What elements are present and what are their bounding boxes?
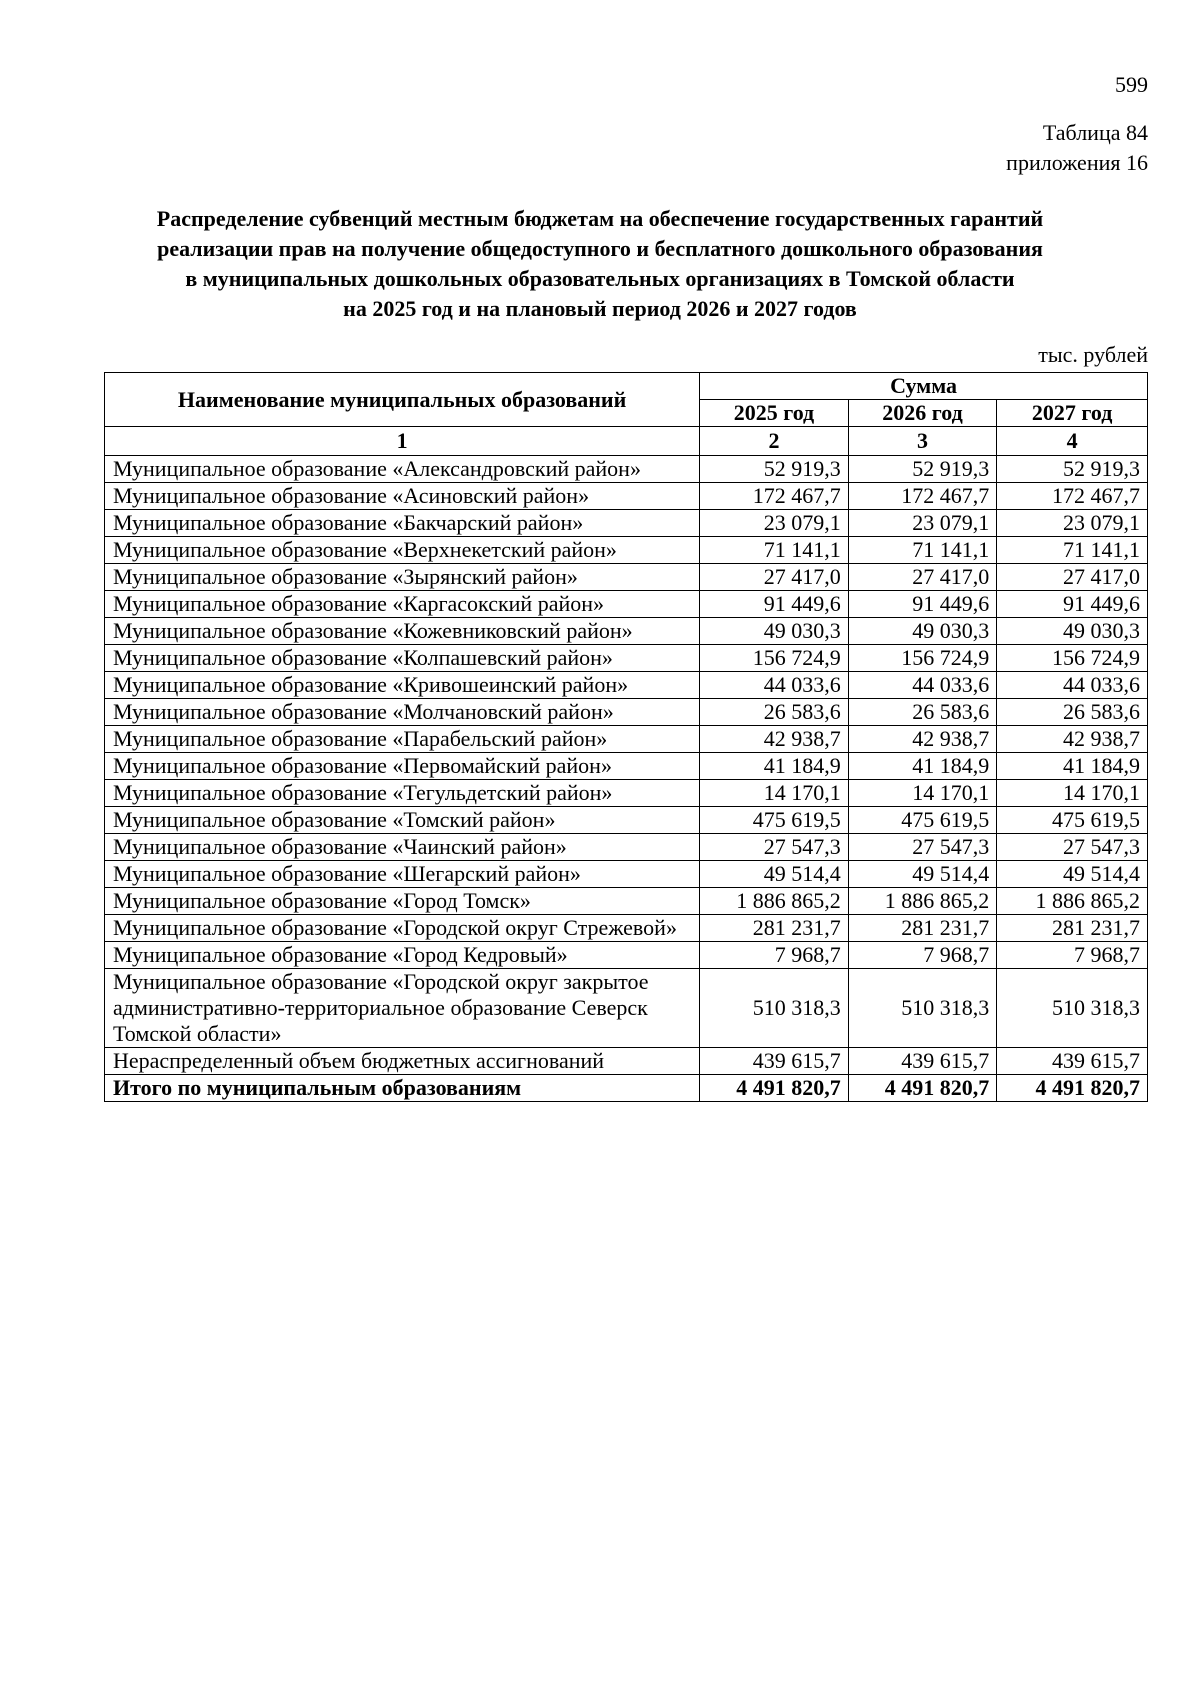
amount-2025: 49 514,4 xyxy=(700,861,849,888)
table-row xyxy=(105,861,1148,888)
table-row xyxy=(105,942,1148,969)
amount-2025: 439 615,7 xyxy=(700,1048,849,1075)
table-row xyxy=(105,591,1148,618)
title-line: на 2025 год и на плановый период 2026 и 2027 годов xyxy=(343,296,857,321)
municipality-name: Муниципальное образование «Городской округ закрытое административно-территориальное образование Северск Томской области» xyxy=(105,969,700,1048)
amount-2026: 14 170,1 xyxy=(848,780,997,807)
header-year: 2027 год xyxy=(997,400,1148,427)
municipality-name: Муниципальное образование «Александровский район» xyxy=(105,456,700,483)
table-row xyxy=(105,888,1148,915)
amount-2027: 91 449,6 xyxy=(997,591,1148,618)
amount-2026: 156 724,9 xyxy=(848,645,997,672)
amount-2027: 42 938,7 xyxy=(997,726,1148,753)
municipality-name: Муниципальное образование «Городской округ Стрежевой» xyxy=(105,915,700,942)
amount-2025: 49 030,3 xyxy=(700,618,849,645)
amount-2027: 156 724,9 xyxy=(997,645,1148,672)
amount-2025: 281 231,7 xyxy=(700,915,849,942)
amount-2027: 14 170,1 xyxy=(997,780,1148,807)
table-row xyxy=(105,645,1148,672)
amount-2027: 49 514,4 xyxy=(997,861,1148,888)
units-label: тыс. рублей xyxy=(1038,342,1148,367)
amount-2025: 510 318,3 xyxy=(700,969,849,1048)
amount-2025: 156 724,9 xyxy=(700,645,849,672)
table-row xyxy=(105,834,1148,861)
column-index: 2 xyxy=(700,427,849,456)
amount-2027: 510 318,3 xyxy=(997,969,1148,1048)
municipality-name: Муниципальное образование «Колпашевский район» xyxy=(105,645,700,672)
amount-2026: 1 886 865,2 xyxy=(848,888,997,915)
municipality-name: Муниципальное образование «Первомайский район» xyxy=(105,753,700,780)
table-row xyxy=(105,564,1148,591)
document-title xyxy=(100,204,1100,324)
municipality-name: Муниципальное образование «Тегульдетский район» xyxy=(105,780,700,807)
municipality-name: Муниципальное образование «Молчановский район» xyxy=(105,699,700,726)
amount-2027: 27 547,3 xyxy=(997,834,1148,861)
amount-2026: 42 938,7 xyxy=(848,726,997,753)
amount-2026: 71 141,1 xyxy=(848,537,997,564)
table-row xyxy=(105,915,1148,942)
table-header xyxy=(105,373,1148,456)
amount-2025: 27 417,0 xyxy=(700,564,849,591)
amount-2026: 510 318,3 xyxy=(848,969,997,1048)
amount-2026: 49 514,4 xyxy=(848,861,997,888)
amount-2026: 44 033,6 xyxy=(848,672,997,699)
amount-2026: 27 417,0 xyxy=(848,564,997,591)
amount-2026: 41 184,9 xyxy=(848,753,997,780)
municipality-name: Муниципальное образование «Город Кедровый» xyxy=(105,942,700,969)
amount-2027: 52 919,3 xyxy=(997,456,1148,483)
header-year: 2025 год xyxy=(700,400,849,427)
table-row xyxy=(105,753,1148,780)
municipality-name: Муниципальное образование «Асиновский район» xyxy=(105,483,700,510)
table-row xyxy=(105,672,1148,699)
table-row xyxy=(105,483,1148,510)
budget-table xyxy=(104,372,1148,1102)
table-row xyxy=(105,780,1148,807)
amount-2025: 475 619,5 xyxy=(700,807,849,834)
amount-2027: 281 231,7 xyxy=(997,915,1148,942)
amount-2025: 91 449,6 xyxy=(700,591,849,618)
column-index: 3 xyxy=(848,427,997,456)
table-row xyxy=(105,618,1148,645)
amount-2027: 7 968,7 xyxy=(997,942,1148,969)
amount-2025: 42 938,7 xyxy=(700,726,849,753)
amount-2025: 27 547,3 xyxy=(700,834,849,861)
total-label: Итого по муниципальным образованиям xyxy=(105,1075,700,1102)
column-index: 4 xyxy=(997,427,1148,456)
amount-2025: 1 886 865,2 xyxy=(700,888,849,915)
amount-2026: 4 491 820,7 xyxy=(848,1075,997,1102)
table-row xyxy=(105,537,1148,564)
title-line: в муниципальных дошкольных образовательных организациях в Томской области xyxy=(185,266,1015,291)
amount-2027: 1 886 865,2 xyxy=(997,888,1148,915)
table-row xyxy=(105,456,1148,483)
amount-2027: 439 615,7 xyxy=(997,1048,1148,1075)
amount-2025: 44 033,6 xyxy=(700,672,849,699)
amount-2026: 7 968,7 xyxy=(848,942,997,969)
table-row xyxy=(105,807,1148,834)
page-number: 599 xyxy=(1115,72,1148,97)
table-row xyxy=(105,969,1148,1048)
table-reference xyxy=(1006,118,1148,178)
appendix-number: приложения 16 xyxy=(1006,150,1148,175)
municipality-name: Муниципальное образование «Парабельский район» xyxy=(105,726,700,753)
municipality-name: Муниципальное образование «Верхнекетский район» xyxy=(105,537,700,564)
municipality-name: Муниципальное образование «Чаинский район» xyxy=(105,834,700,861)
municipality-name: Муниципальное образование «Зырянский район» xyxy=(105,564,700,591)
table-number: Таблица 84 xyxy=(1042,120,1148,145)
amount-2027: 23 079,1 xyxy=(997,510,1148,537)
amount-2025: 71 141,1 xyxy=(700,537,849,564)
municipality-name: Муниципальное образование «Каргасокский район» xyxy=(105,591,700,618)
amount-2026: 52 919,3 xyxy=(848,456,997,483)
amount-2026: 439 615,7 xyxy=(848,1048,997,1075)
table-body xyxy=(105,456,1148,1102)
amount-2027: 172 467,7 xyxy=(997,483,1148,510)
column-index-row xyxy=(105,427,1148,456)
amount-2026: 27 547,3 xyxy=(848,834,997,861)
amount-2027: 44 033,6 xyxy=(997,672,1148,699)
amount-2025: 14 170,1 xyxy=(700,780,849,807)
amount-2026: 281 231,7 xyxy=(848,915,997,942)
amount-2025: 7 968,7 xyxy=(700,942,849,969)
amount-2027: 71 141,1 xyxy=(997,537,1148,564)
header-name: Наименование муниципальных образований xyxy=(105,373,700,427)
header-year: 2026 год xyxy=(848,400,997,427)
amount-2026: 23 079,1 xyxy=(848,510,997,537)
municipality-name: Муниципальное образование «Бакчарский район» xyxy=(105,510,700,537)
table-row xyxy=(105,510,1148,537)
amount-2025: 41 184,9 xyxy=(700,753,849,780)
amount-2027: 49 030,3 xyxy=(997,618,1148,645)
municipality-name: Муниципальное образование «Кожевниковский район» xyxy=(105,618,700,645)
municipality-name: Муниципальное образование «Шегарский район» xyxy=(105,861,700,888)
amount-2026: 49 030,3 xyxy=(848,618,997,645)
amount-2027: 41 184,9 xyxy=(997,753,1148,780)
amount-2027: 27 417,0 xyxy=(997,564,1148,591)
table-row xyxy=(105,726,1148,753)
amount-2025: 26 583,6 xyxy=(700,699,849,726)
header-sum: Сумма xyxy=(700,373,1148,400)
table-row xyxy=(105,1048,1148,1075)
municipality-name: Муниципальное образование «Кривошеинский район» xyxy=(105,672,700,699)
amount-2027: 26 583,6 xyxy=(997,699,1148,726)
table-row xyxy=(105,699,1148,726)
title-line: реализации прав на получение общедоступного и бесплатного дошкольного образования xyxy=(157,236,1043,261)
amount-2026: 475 619,5 xyxy=(848,807,997,834)
municipality-name: Нераспределенный объем бюджетных ассигнований xyxy=(105,1048,700,1075)
amount-2026: 172 467,7 xyxy=(848,483,997,510)
amount-2026: 91 449,6 xyxy=(848,591,997,618)
amount-2025: 23 079,1 xyxy=(700,510,849,537)
column-index: 1 xyxy=(105,427,700,456)
amount-2026: 26 583,6 xyxy=(848,699,997,726)
amount-2027: 4 491 820,7 xyxy=(997,1075,1148,1102)
amount-2025: 4 491 820,7 xyxy=(700,1075,849,1102)
municipality-name: Муниципальное образование «Томский район» xyxy=(105,807,700,834)
title-line: Распределение субвенций местным бюджетам на обеспечение государственных гарантий xyxy=(156,206,1044,231)
total-row xyxy=(105,1075,1148,1102)
amount-2025: 52 919,3 xyxy=(700,456,849,483)
amount-2027: 475 619,5 xyxy=(997,807,1148,834)
amount-2025: 172 467,7 xyxy=(700,483,849,510)
municipality-name: Муниципальное образование «Город Томск» xyxy=(105,888,700,915)
